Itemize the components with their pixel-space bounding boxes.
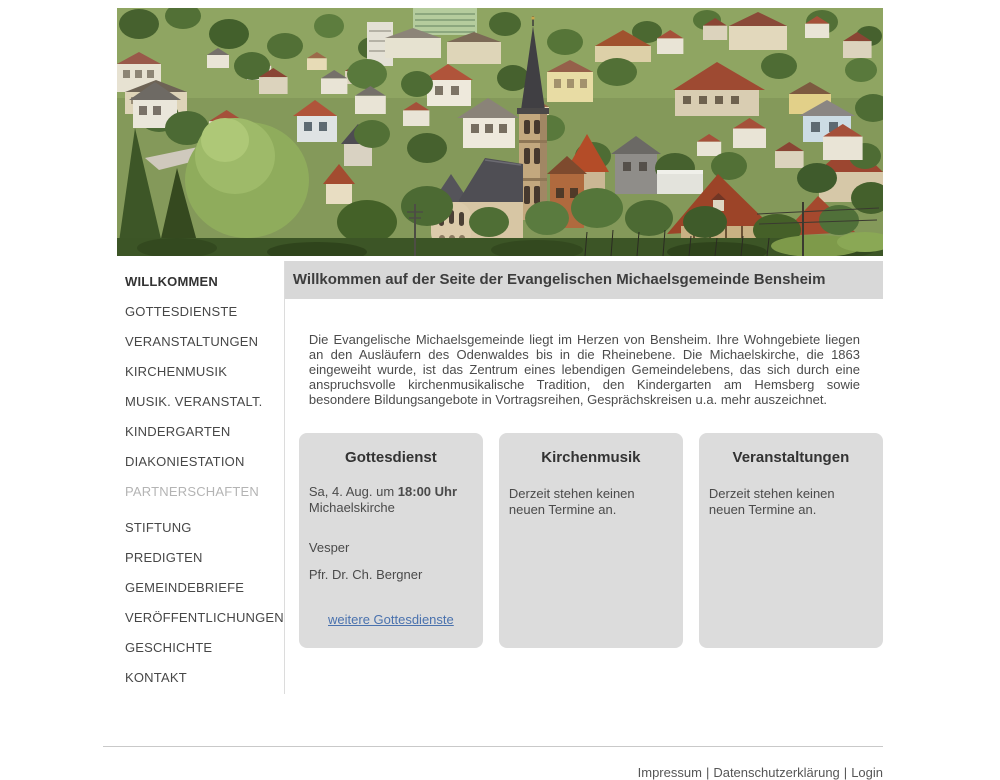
teaser-cards: [299, 433, 883, 648]
footer-separator: |: [843, 765, 848, 780]
impressum-link[interactable]: Impressum: [637, 765, 702, 780]
sidebar-item-musik-veranstalt[interactable]: MUSIK. VERANSTALT.: [125, 393, 263, 409]
main-content: [285, 261, 883, 694]
card-kirchenmusik: [499, 433, 683, 648]
sidebar-item-stiftung[interactable]: STIFTUNG: [125, 519, 192, 535]
sidebar-item-willkommen[interactable]: WILLKOMMEN: [125, 273, 218, 289]
sidebar-item-partnerschaften[interactable]: PARTNERSCHAFTEN: [125, 483, 259, 499]
town-panorama-graphic: [117, 8, 883, 256]
page-title: Willkommen auf der Seite der Evangelischen Michaelsgemeinde Bensheim: [285, 261, 883, 299]
service-link-row: [309, 612, 473, 627]
intro-paragraph: Die Evangelische Michaelsgemeinde liegt im Herzen von Bensheim. Ihre Wohngebiete liegen an den Ausläufern des Odenwaldes bis in die Rheinebene. Die Michaelskirche, die 1863 eingeweiht wurde, ist das Zentrum eines lebendigen Gemeindelebens, das sich durch eine anspruchsvolle kirchenmusikalische Tradition, den Kindergarten am Hemsberg sowie besondere Bildungsangebote in Vortragsreihen, Gesprächskreisen u.a. mehr auszeichnet.: [308, 332, 860, 407]
card-veranstaltungen: [699, 433, 883, 648]
sidebar-item-kindergarten[interactable]: KINDERGARTEN: [125, 423, 231, 439]
sidebar-secondary-group: [125, 512, 284, 692]
card-title: Gottesdienst: [345, 449, 437, 466]
sidebar-item-kontakt[interactable]: KONTAKT: [125, 669, 187, 685]
datenschutz-link[interactable]: Datenschutzerklärung: [713, 765, 840, 780]
sidebar-primary-group: [125, 266, 284, 506]
sidebar-item-geschichte[interactable]: GESCHICHTE: [125, 639, 213, 655]
service-date: Sa, 4. Aug. um: [308, 484, 398, 499]
sidebar-nav: [117, 261, 285, 694]
sidebar-item-gottesdienste[interactable]: GOTTESDIENSTE: [125, 303, 238, 319]
page-container: [103, 8, 883, 780]
card-empty-note: Derzeit stehen keinen neuen Termine an.: [708, 486, 835, 517]
service-time: 18:00 Uhr: [397, 484, 458, 499]
card-title: Veranstaltungen: [732, 449, 850, 466]
header-photo: [117, 8, 883, 256]
footer-separator: |: [705, 765, 710, 780]
service-event: Vesper: [308, 540, 350, 555]
footer: [103, 747, 883, 780]
sidebar-item-predigten[interactable]: PREDIGTEN: [125, 549, 203, 565]
sidebar-item-diakoniestation[interactable]: DIAKONIESTATION: [125, 453, 245, 469]
sidebar-item-veroeffentlichungen[interactable]: VERÖFFENTLICHUNGEN: [125, 609, 284, 625]
service-person: Pfr. Dr. Ch. Bergner: [308, 567, 423, 582]
card-title: Kirchenmusik: [541, 449, 641, 466]
service-date-location: [309, 484, 473, 516]
card-gottesdienst: [299, 433, 483, 648]
card-empty-note: Derzeit stehen keinen neuen Termine an.: [508, 486, 635, 517]
sidebar-item-kirchenmusik[interactable]: KIRCHENMUSIK: [125, 363, 228, 379]
weitere-gottesdienste-link[interactable]: weitere Gottesdienste: [328, 612, 454, 627]
service-location: Michaelskirche: [308, 500, 395, 515]
sidebar-item-gemeindebriefe[interactable]: GEMEINDEBRIEFE: [125, 579, 245, 595]
login-link[interactable]: Login: [851, 765, 883, 780]
sidebar-item-veranstaltungen[interactable]: VERANSTALTUNGEN: [125, 333, 259, 349]
